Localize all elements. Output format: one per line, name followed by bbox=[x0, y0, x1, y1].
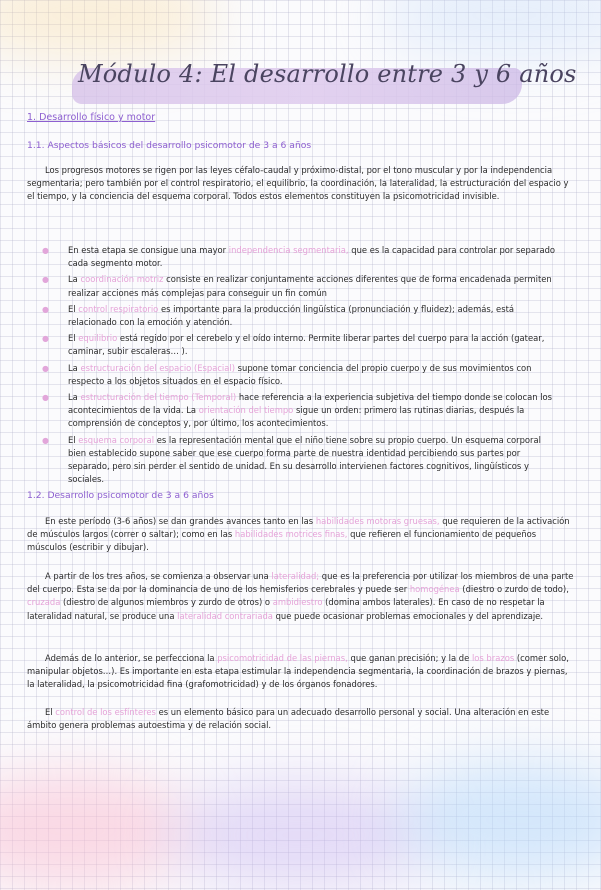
list-item: ● La coordinación motriz consiste en realizar conjuntamente acciones diferentes que de forma encadenada permiten realizar acciones más complejas para conseguir un fin común bbox=[42, 274, 552, 298]
section-heading: 1. Desarrollo físico y motor bbox=[27, 112, 156, 123]
title-banner bbox=[72, 58, 577, 106]
bullet-icon: ● bbox=[42, 393, 49, 403]
list-item: ● El esquema corporal es la representación mental que el niño tiene sobre su propio cuerpo. Un esquema corporal bien establecido supone saber que ese cuerpo forma parte de nuestra identidad percibiendo sus partes por separado, pero sin perder el sentido de unidad. En su desarrollo intervienen factores cognitivos, lingüísticos y sociales. bbox=[42, 434, 541, 485]
intro-paragraph: Los progresos motores se rigen por las leyes céfalo-caudal y próximo-distal, por el tono muscular y por la independencia segmentaria; pero también por el control respiratorio, el equilibrio, la coordinación, la lateralidad, la estructuración del espacio y el tiempo, y la conciencia del esquema corporal. Todos estos elementos constituyen la psicomotricidad invisible. bbox=[27, 165, 569, 202]
list-item: ● En esta etapa se consigue una mayor independencia segmentaria, que es la capacidad para controlar por separado cada segmento motor. bbox=[42, 245, 556, 269]
bullet-icon: ● bbox=[42, 275, 49, 285]
bullet-icon: ● bbox=[42, 304, 49, 314]
subsection-heading: 1.2. Desarrollo psicomotor de 3 a 6 años bbox=[27, 490, 214, 501]
body-paragraph: En este período (3-6 años) se dan grandes avances tanto en las habilidades motoras gruesas, que requieren de la activación de músculos largos (correr o saltar); como en las habilidades motrices finas, que refieren el funcionamiento de pequeños músculos (escribir y dibujar). bbox=[27, 516, 570, 553]
subsection-heading: 1.1. Aspectos básicos del desarrollo psicomotor de 3 a 6 años bbox=[27, 140, 312, 151]
bullet-icon: ● bbox=[42, 334, 49, 344]
list-item: ● La estructuración del espacio (Espacial) supone tomar conciencia del propio cuerpo y de sus movimientos con respecto a los objetos situados en el espacio físico. bbox=[42, 362, 532, 386]
body-paragraph: Además de lo anterior, se perfecciona la psicomotricidad de las piernas, que ganan precisión; y la de los brazos (comer solo, manipular objetos…). Es importante en esta etapa estimular la independencia segmentaria, la coordinación de brazos y piernas, la lateralidad, la psicomotricidad fina (grafomotricidad) y de los órganos fonadores. bbox=[27, 653, 569, 690]
body-paragraph: El control de los esfínteres es un elemento básico para un adecuado desarrollo personal y social. Una alteración en este ámbito genera problemas autoestima y de relación social. bbox=[27, 707, 550, 731]
body-paragraph: A partir de los tres años, se comienza a observar una lateralidad; que es la preferencia por utilizar los miembros de una parte del cuerpo. Esta se da por la dominancia de uno de los hemisferios cerebrales y puede ser homogénea (diestro o zurdo de todo), cruzada (diestro de algunos miembros y zurdo de otros) o ambidiestro (domina ambos laterales). En caso de no respetar la lateralidad natural, se produce una lateralidad contrariada que puede ocasionar problemas emocionales y del aprendizaje. bbox=[27, 571, 574, 621]
bullet-icon: ● bbox=[42, 363, 49, 373]
list-item: ● La estructuración del tiempo (Temporal) hace referencia a la experiencia subjetiva del tiempo donde se colocan los acontecimientos de la vida. La orientación del tiempo sigue un orden: primero las rutinas diarias, después la comprensión de conceptos y, por último, los acontecimientos. bbox=[42, 392, 553, 429]
aspects-list bbox=[40, 244, 560, 489]
bullet-icon: ● bbox=[42, 246, 49, 255]
page-title: Módulo 4: El desarrollo entre 3 y 6 años bbox=[78, 60, 577, 88]
list-item: ● El equilibrio está regido por el cerebelo y el oído interno. Permite liberar partes del cuerpo para la acción (gatear, caminar, subir escaleras… ). bbox=[42, 333, 545, 357]
bullet-icon: ● bbox=[42, 435, 49, 445]
list-item: ● El control respiratorio es importante para la producción lingüística (pronunciación y fluidez); además, está relacionado con la emoción y atención. bbox=[42, 303, 514, 328]
